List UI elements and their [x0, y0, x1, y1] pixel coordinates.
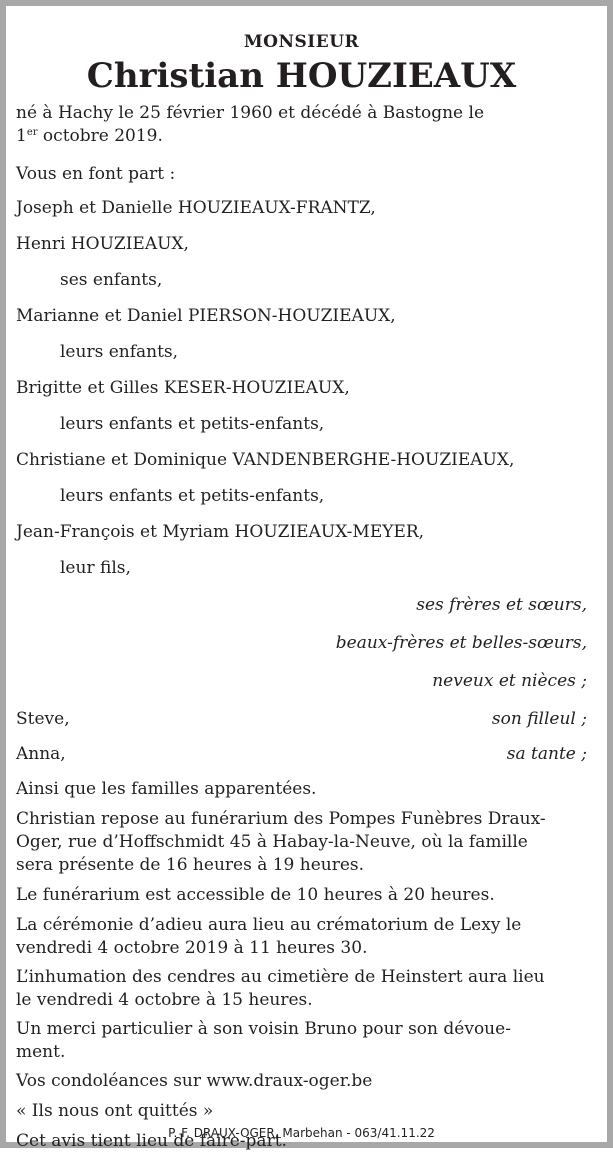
death-month-year: octobre 2019. [37, 126, 163, 146]
paragraph-line: vendredi 4 octobre 2019 à 11 heures 30. [16, 938, 368, 958]
family-line: leurs enfants et petits-enfants, [60, 414, 325, 434]
quote-line: « Ils nous ont quittés » [16, 1101, 214, 1121]
deceased-name: Christian HOUZIEAUX [86, 56, 517, 96]
paragraph-line: Un merci particulier à son voisin Bruno pour son dévoue- [16, 1019, 511, 1039]
other-role: sa tante ; [506, 744, 587, 764]
other-role: son filleul ; [491, 709, 587, 729]
announcement-line: Vous en font part : [16, 164, 176, 184]
relation-line: ses frères et sœurs, [416, 595, 587, 615]
families-line: Ainsi que les familles apparentées. [16, 779, 317, 799]
death-day-suffix: er [26, 127, 38, 138]
paragraph-line: sera présente de 16 heures à 19 heures. [16, 855, 365, 875]
paragraph-line: Oger, rue d’Hoffschmidt 45 à Habay-la-Neuve, où la famille [16, 832, 528, 852]
funeral-home-footer: P. F. DRAUX-OGER, Marbehan - 063/41.11.22 [168, 1126, 435, 1140]
relation-line: neveux et nièces ; [432, 671, 587, 691]
family-line: leurs enfants, [60, 342, 179, 362]
family-line: ses enfants, [60, 270, 163, 290]
paragraph-line: L’inhumation des cendres au cimetière de Heinstert aura lieu [16, 967, 545, 987]
family-line: Henri HOUZIEAUX, [16, 234, 189, 254]
other-name: Steve, [16, 709, 70, 729]
family-line: Jean-François et Myriam HOUZIEAUX-MEYER, [16, 522, 425, 542]
paragraph-line: le vendredi 4 octobre à 15 heures. [16, 990, 313, 1010]
family-line: Christiane et Dominique VANDENBERGHE-HOUZIEAUX, [16, 450, 515, 470]
other-name: Anna, [16, 744, 66, 764]
paragraph-line: ment. [16, 1042, 66, 1062]
paragraph-line: La cérémonie d’adieu aura lieu au crématorium de Lexy le [16, 915, 522, 935]
birth-death-line-1: né à Hachy le 25 février 1960 et décédé à Bastogne le [16, 103, 485, 123]
family-line: leur fils, [60, 558, 131, 578]
relation-line: beaux-frères et belles-sœurs, [335, 633, 587, 653]
birth-death-line-2 [16, 125, 163, 148]
closing-line: Cet avis tient lieu de faire-part. [16, 1131, 287, 1151]
death-day: 1 [16, 126, 27, 146]
family-line: Joseph et Danielle HOUZIEAUX-FRANTZ, [16, 198, 376, 218]
title-monsieur: MONSIEUR [243, 32, 360, 52]
family-line: leurs enfants et petits-enfants, [60, 486, 325, 506]
family-line: Brigitte et Gilles KESER-HOUZIEAUX, [16, 378, 350, 398]
paragraph-line: Le funérarium est accessible de 10 heures à 20 heures. [16, 885, 495, 905]
family-line: Marianne et Daniel PIERSON-HOUZIEAUX, [16, 306, 396, 326]
condolences-link: Vos condoléances sur www.draux-oger.be [16, 1071, 373, 1091]
paragraph-line: Christian repose au funérarium des Pompes Funèbres Draux- [16, 809, 546, 829]
